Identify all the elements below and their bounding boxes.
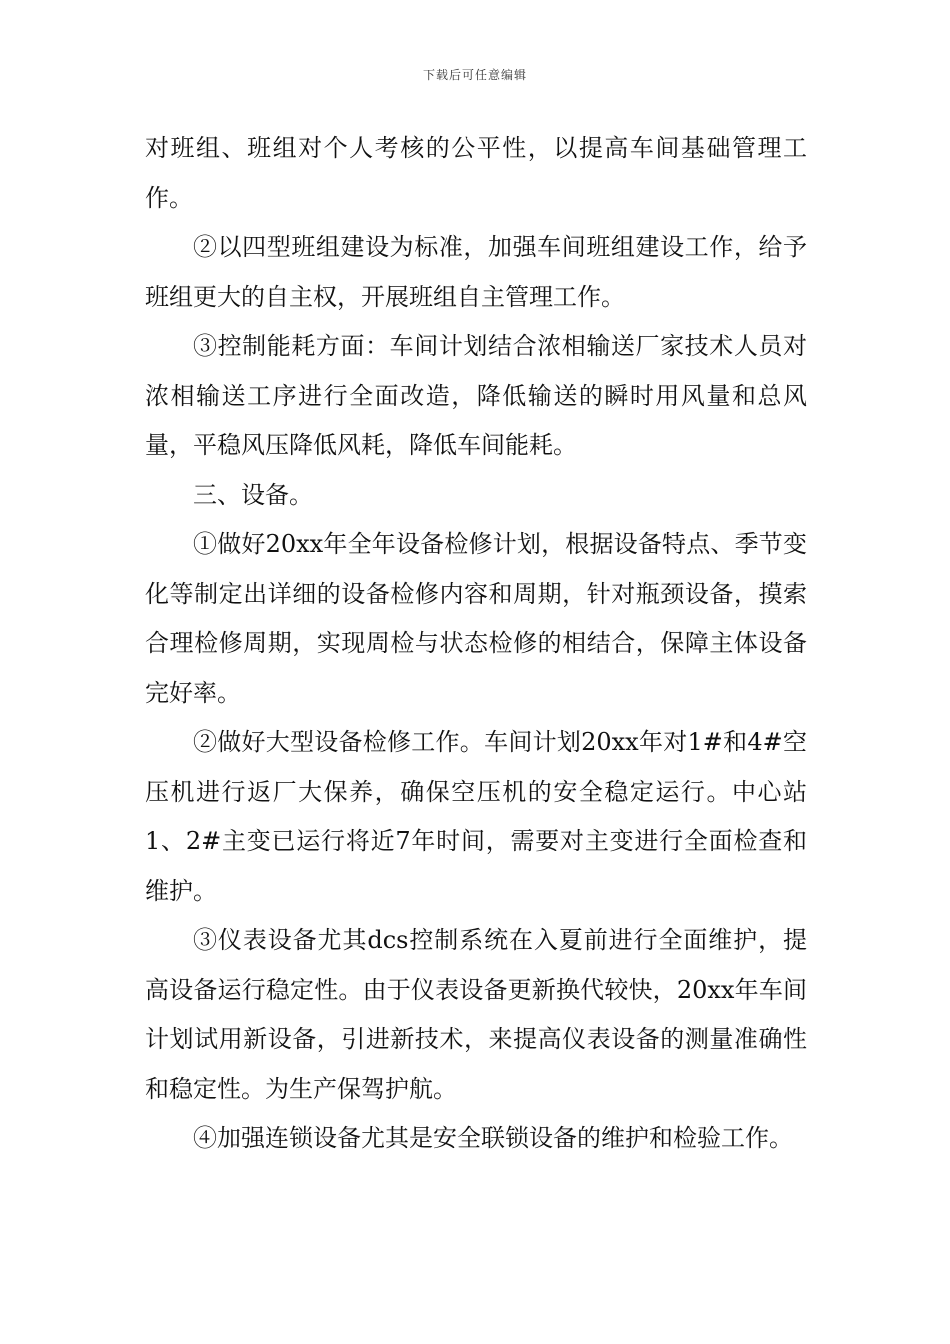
paragraph: ②以四型班组建设为标准，加强车间班组建设工作，给予班组更大的自主权，开展班组自主管理工作。 — [145, 233, 807, 311]
paragraph: ②做好大型设备检修工作。车间计划20xx年对1#和4#空压机进行返厂大保养，确保空压机的安全稳定运行。中心站1、2#主变已运行将近7年时间，需要对主变进行全面检查和维护。 — [145, 728, 807, 905]
paragraph: ③仪表设备尤其dcs控制系统在入夏前进行全面维护，提高设备运行稳定性。由于仪表设备更新换代较快，20xx年车间计划试用新设备，引进新技术，来提高仪表设备的测量准确性和稳定性。为生产保驾护航。 — [145, 926, 807, 1103]
paragraph: ①做好20xx年全年设备检修计划，根据设备特点、季节变化等制定出详细的设备检修内容和周期，针对瓶颈设备，摸索合理检修周期，实现周检与状态检修的相结合，保障主体设备完好率。 — [145, 530, 807, 707]
paragraph: ④加强连锁设备尤其是安全联锁设备的维护和检验工作。 — [193, 1124, 793, 1152]
paragraph: 对班组、班组对个人考核的公平性，以提高车间基础管理工作。 — [145, 134, 807, 212]
page-header: 下载后可任意编辑 — [422, 68, 527, 82]
paragraph: ③控制能耗方面：车间计划结合浓相输送厂家技术人员对浓相输送工序进行全面改造，降低输送的瞬时用风量和总风量，平稳风压降低风耗，降低车间能耗。 — [145, 332, 807, 459]
section-heading: 三、设备。 — [193, 480, 313, 509]
document-body — [145, 124, 807, 1164]
